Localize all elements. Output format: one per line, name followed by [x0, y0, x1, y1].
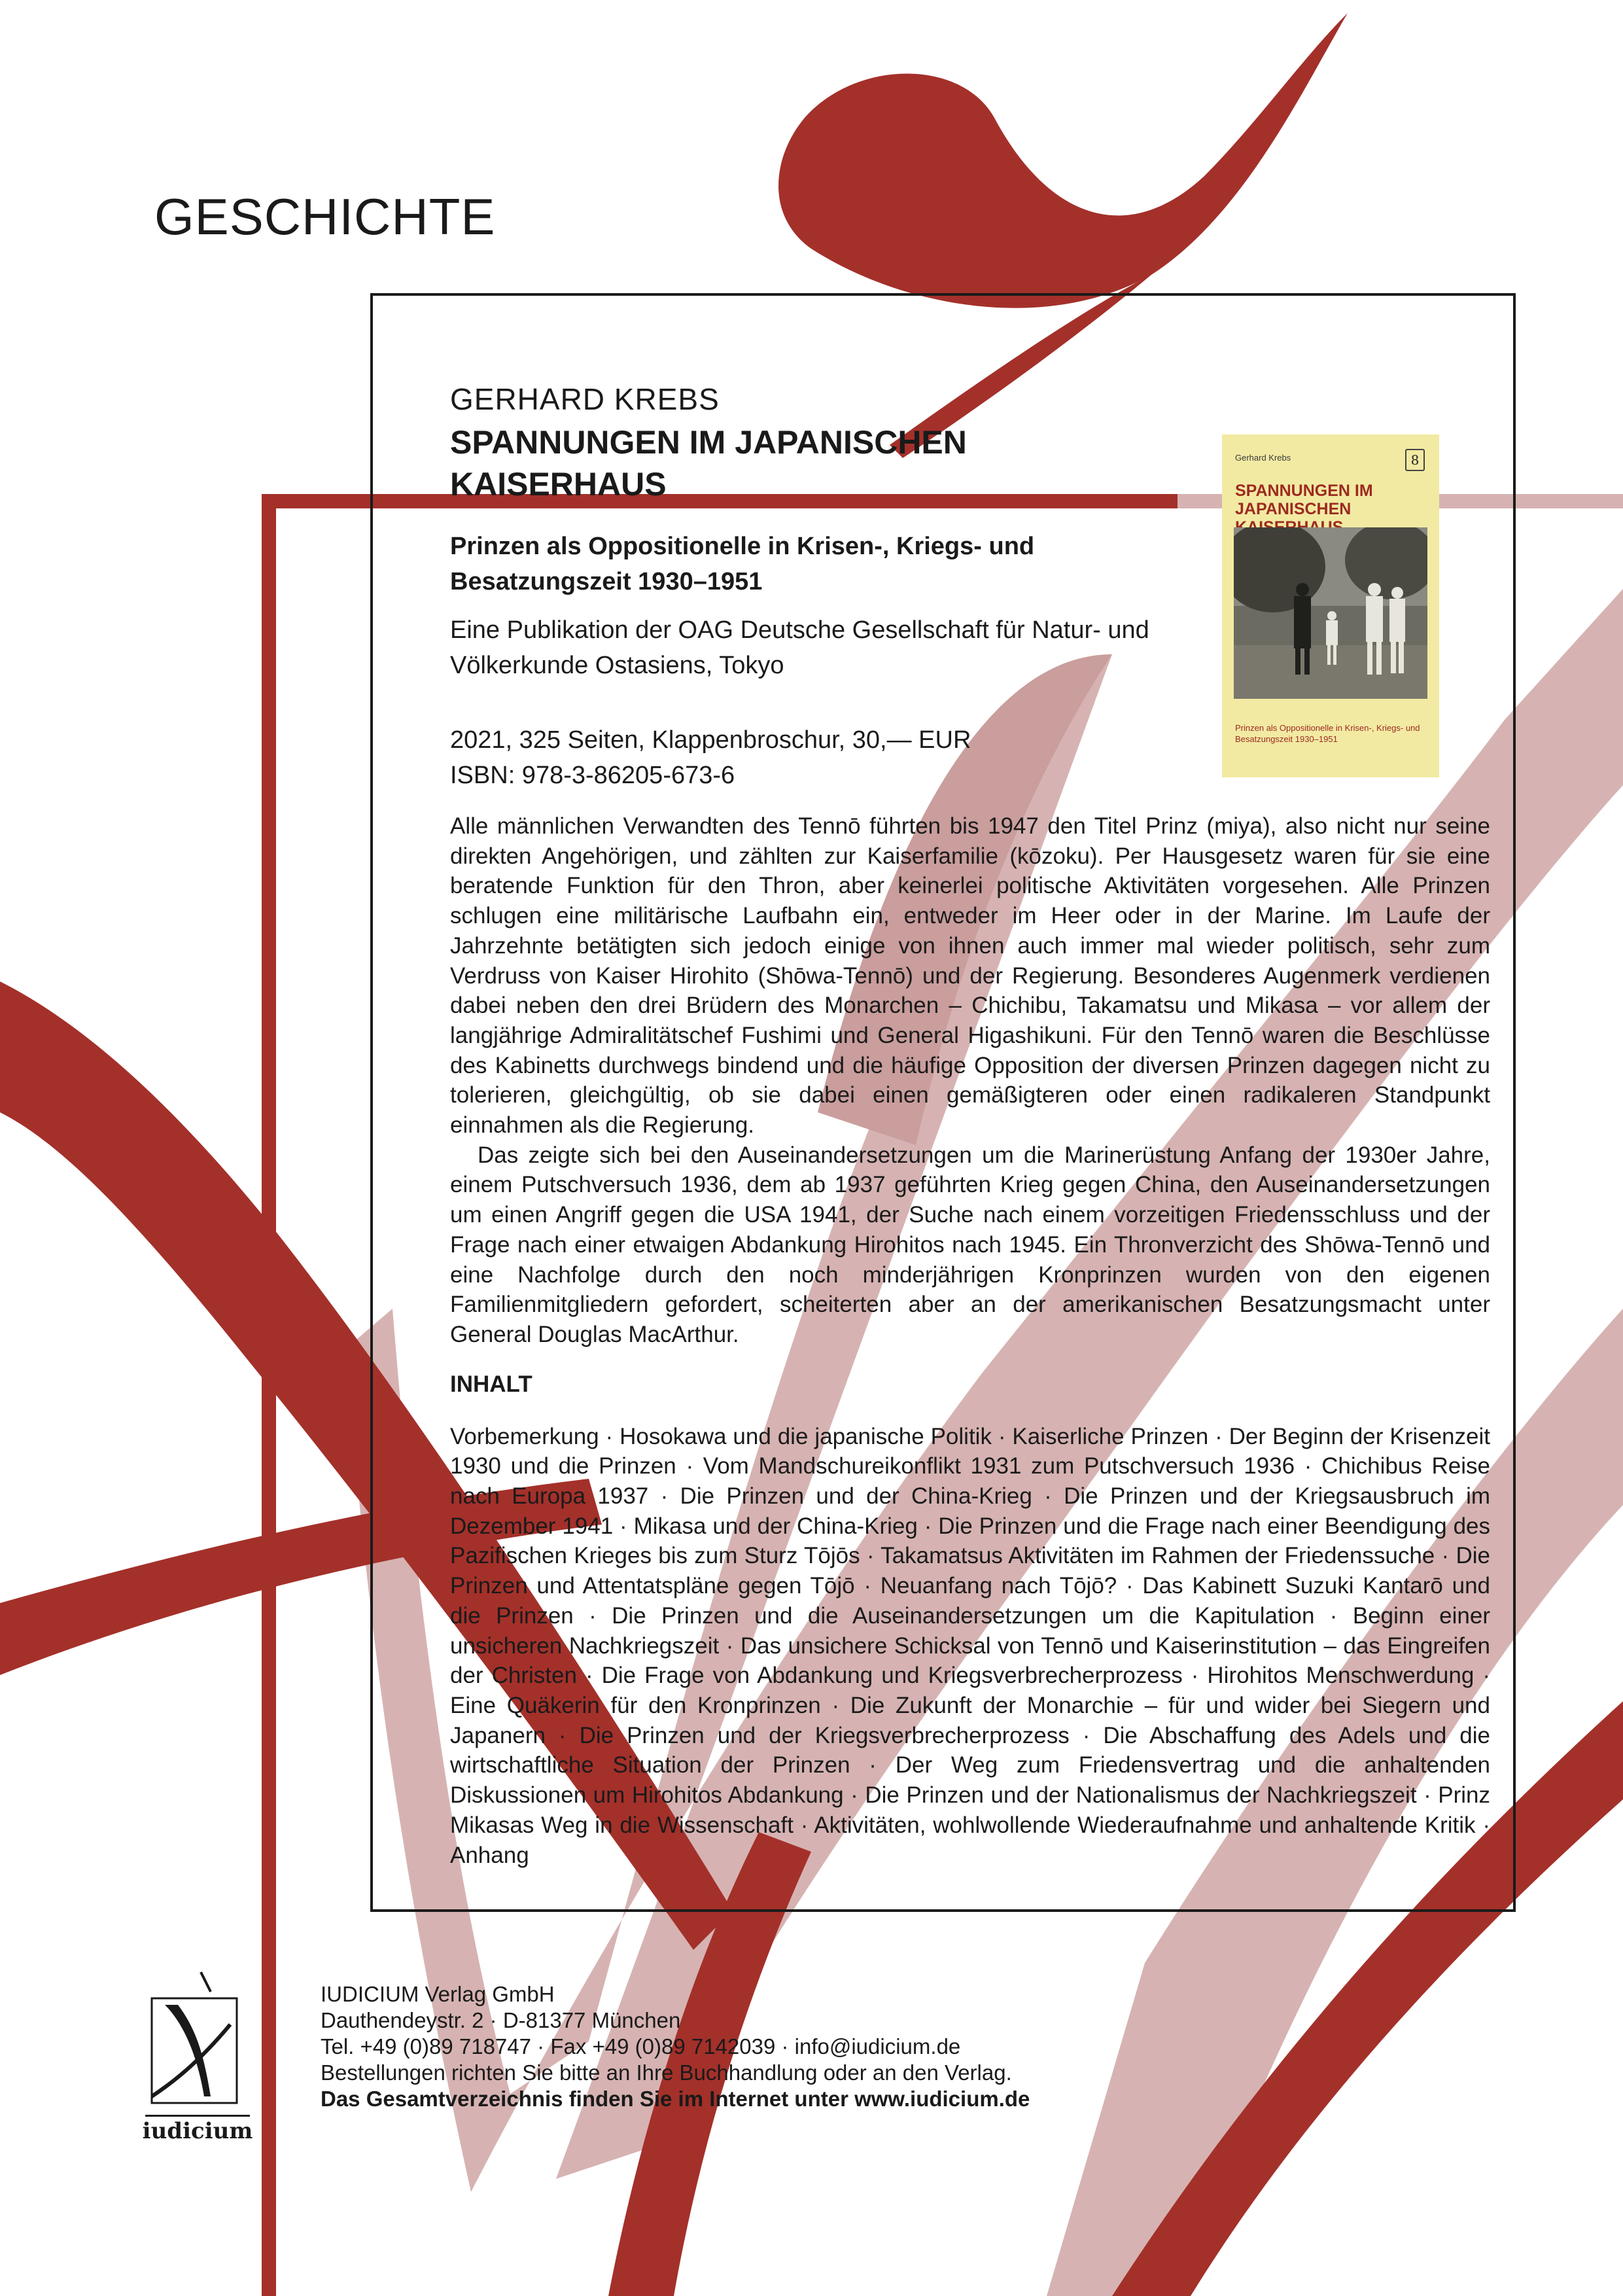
book-details: 2021, 325 Seiten, Klappenbroschur, 30,— EUR [450, 726, 971, 754]
publication-note: Eine Publikation der OAG Deutsche Gesellschaft für Natur- und Völkerkunde Ostasiens, Tokyo [450, 616, 1149, 679]
catalog-note: Das Gesamtverzeichnis finden Sie im Internet unter www.iudicium.de [321, 2087, 1030, 2111]
publisher-logo-text: iudicium [142, 2118, 253, 2144]
section-title: GESCHICHTE [154, 188, 496, 245]
publisher-address: Dauthendeystr. 2 · D-81377 München [321, 2008, 681, 2032]
book-isbn: ISBN: 978-3-86205-673-6 [450, 762, 735, 789]
cover-title: SPANNUNGEN IM JAPANISCHEN [1235, 482, 1373, 518]
description-paragraph: Alle männlichen Verwandten des Tennō führten bis 1947 den Titel Prinz (miya), also nicht nur seine direkten Angehörigen, und zählten zur Kaiserfamilie (kōzoku). Per Hausgesetz waren für sie eine beratende Funktion für den Thron, aber keinerlei politische Aktivitäten vorgesehen. Alle Prinzen schlugen eine militärische Laufbahn ein, entweder im Heer oder in der Marine. Im Laufe der Jahrzehnte betätigten sich jedoch einige von ihnen auch immer mal wieder politisch, sehr zum Verdruss von Kaiser Hirohito (Shōwa-Tennō) und der Regierung. Besonderes Augenmerk verdienen dabei neben den drei Brüdern des Monarchen – Chichibu, Takamatsu und Mikasa – vor allem der langjährige Admiralitätschef Fushimi und General Higashikuni. Für den Tennō waren die Beschlüsse des Kabinetts durchwegs bindend und die häufige Opposition der diversen Prinzen dagegen nicht zu tolerieren, gleichgültig, ob sie dabei einen gemäßigteren oder einen radikaleren Standpunkt einnahmen als die Regierung. [450, 813, 1490, 1139]
publisher-logo [139, 1966, 256, 2149]
publisher-contact: Tel. +49 (0)89 718747 · Fax +49 (0)89 7142039 · info@iudicium.de [321, 2034, 961, 2058]
contents-list: Vorbemerkung · Hosokawa und die japanische Politik · Kaiserliche Prinzen · Der Beginn der Krisenzeit 1930 und die Prinzen · Vom Mandschureikonflikt 1931 zum Putschversuch 1936 · Chichibus Reise nach Europa 1937 · Die Prinzen und der China-Krieg · Die Prinzen und der Kriegsausbruch im Dezember 1941 · Mikasa und der China-Krieg · Die Prinzen und die Frage nach einer Beendigung des Pazifischen Krieges bis zum Sturz Tōjōs · Takamatsus Aktivitäten im Rahmen der Friedenssuche · Die Prinzen und Attentatspläne gegen Tōjō · Neuanfang nach Tōjō? · Das Kabinett Suzuki Kantarō und die Prinzen · Die Prinzen und die Auseinandersetzungen um die Kapitulation · Beginn einer unsicheren Nachkriegszeit · Das unsichere Schicksal von Tennō und Kaiserinstitution – das Eingreifen der Christen · Die Frage von Abdankung und Kriegsverbrecherprozess · Hirohitos Menschwerdung · Eine Quäkerin für den Kronprinzen · Die Zukunft der Monarchie – für und wider bei Siegern und Japanern · Die Prinzen und der Kriegsverbrecherprozess · Die Abschaffung des Adels und die wirtschaftliche Situation der Prinzen · Der Weg zum Friedensvertrag und die anhaltenden Diskussionen um Hirohitos Abdankung · Die Prinzen und der Nationalismus der Nachkriegszeit · Prinz Mikasas Weg in die Wissenschaft · Aktivitäten, wohlwollende Wiederaufnahme und anhaltende Kritik · Anhang [450, 1423, 1490, 1868]
cover-series-logo: 8 [1405, 449, 1425, 471]
description-paragraph: Das zeigte sich bei den Auseinandersetzungen um die Marinerüstung Anfang der 1930er Jahre, einem Putschversuch 1936, dem ab 1937 geführten Krieg gegen China, den Auseinandersetzungen um einen Angriff gegen die USA 1941, der Suche nach einem vorzeitigen Friedensschluss und der Frage nach einer etwaigen Abdankung Hirohitos nach 1945. Ein Thronverzicht des Shōwa-Tennō und eine Nachfolge durch den noch minderjährigen Kronprinzen wurden von den eigenen Familienmitgliedern gefordert, scheiterten aber an der amerikanischen Besatzungsmacht unter General Douglas MacArthur. [450, 1142, 1490, 1347]
publisher-imprint [321, 1981, 1030, 2112]
order-note: Bestellungen richten Sie bitte an Ihre Buchhandlung oder an den Verlag. [321, 2060, 1012, 2085]
publisher-name: IUDICIUM Verlag GmbH [321, 1982, 555, 2006]
book-author: GERHARD KREBS [450, 382, 720, 416]
cover-subtitle: Prinzen als Oppositionelle in Krisen-, Kriegs- und Besatzungszeit 1930–1951 [1235, 723, 1420, 744]
book-subtitle: Prinzen als Oppositionelle in Krisen-, Kriegs- und Besatzungszeit 1930–1951 [450, 533, 1035, 595]
cover-author: Gerhard Krebs [1235, 453, 1291, 463]
contents-heading: INHALT [450, 1371, 532, 1397]
book-title: SPANNUNGEN IM JAPANISCHEN KAISERHAUS [450, 424, 967, 503]
book-info [450, 380, 1497, 1870]
book-meta [450, 722, 1497, 793]
book-description [450, 811, 1490, 1350]
